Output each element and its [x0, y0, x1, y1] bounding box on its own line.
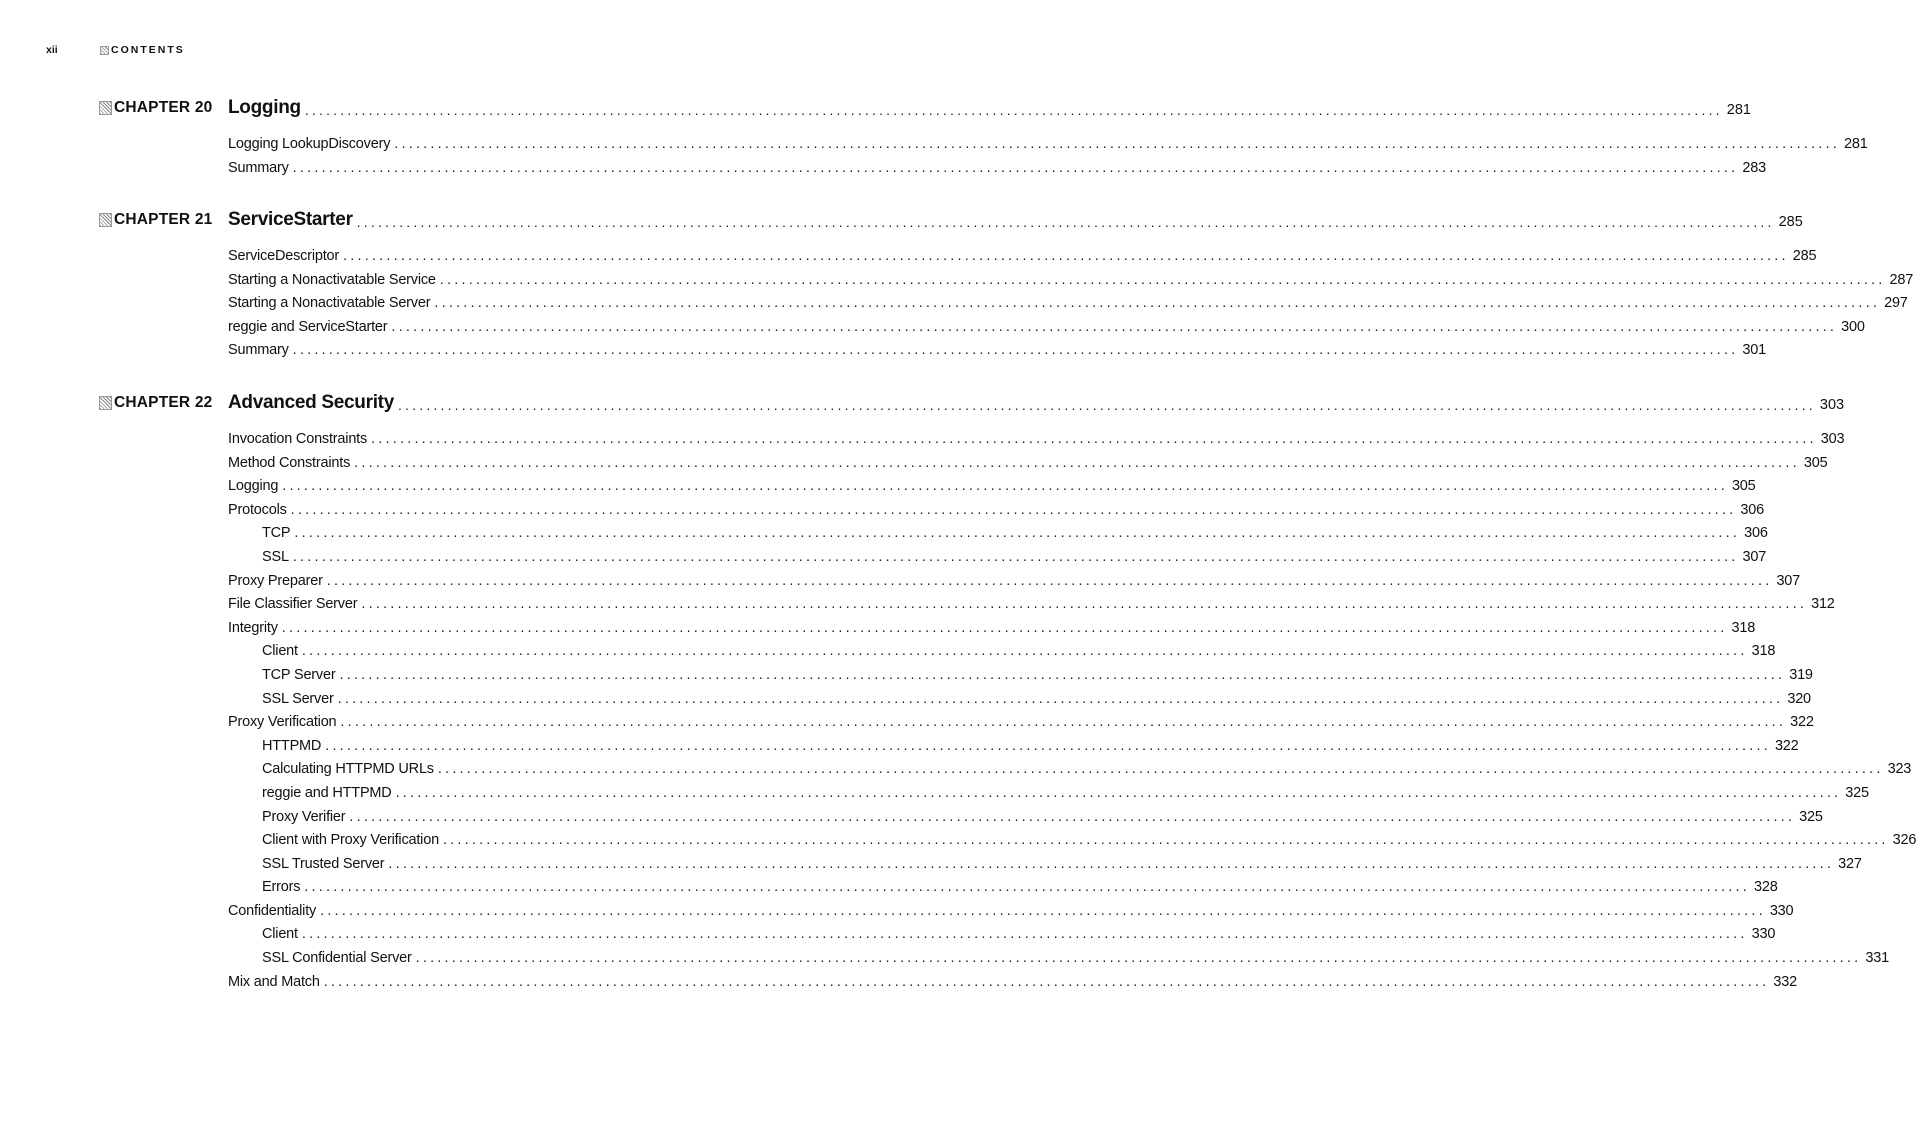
toc-entry[interactable] — [228, 476, 1756, 500]
toc-entry-page: 318 — [1731, 619, 1756, 636]
toc-entry[interactable] — [228, 158, 1766, 182]
toc-entry[interactable] — [228, 948, 1889, 972]
toc-entry[interactable] — [228, 547, 1767, 571]
dot-leader: ........................................................................................................................................................................................................ — [349, 808, 1796, 825]
toc-entry-title: SSL Trusted Server — [262, 855, 385, 872]
chapter-title: Advanced Security — [228, 392, 394, 413]
chapter-title: ServiceStarter — [228, 209, 353, 230]
toc-entry-page: 297 — [1884, 295, 1908, 312]
dot-leader: ........................................................................................................................................................................................................ — [301, 643, 1748, 660]
dot-leader: ........................................................................................................................................................................................................ — [337, 690, 1784, 707]
toc-entry-page: 328 — [1754, 879, 1778, 896]
toc-entry[interactable] — [228, 317, 1865, 341]
toc-entry-page: 326 — [1892, 832, 1916, 849]
toc-entry-title: Proxy Verification — [228, 714, 337, 731]
toc-entry[interactable] — [228, 641, 1776, 665]
toc-entry[interactable] — [228, 594, 1835, 618]
dot-leader: ........................................................................................................................................................................................................ — [343, 248, 1789, 264]
toc-entry-title: Errors — [262, 879, 301, 896]
chapter-label — [99, 97, 212, 119]
chapter-title-row[interactable] — [228, 209, 1803, 231]
toc-entry-page: 287 — [1889, 271, 1914, 288]
chapter-title-row[interactable] — [228, 97, 1751, 119]
toc-entry[interactable] — [228, 571, 1801, 595]
toc-entry-title: Invocation Constraints — [228, 431, 368, 447]
toc-entry-page: 301 — [1742, 342, 1766, 359]
dot-leader: ........................................................................................................................................................................................................ — [325, 737, 1771, 754]
dot-leader: ........................................................................................................................................................................................................ — [439, 271, 1886, 288]
toc-entry-title: Calculating HTTPMD URLs — [262, 761, 434, 778]
chapter-label-text: CHAPTER 21 — [114, 211, 213, 228]
dot-leader: ........................................................................................................................................................................................................ — [282, 478, 1728, 495]
dot-leader: ........................................................................................................................................................................................................ — [339, 666, 1786, 683]
toc-entry-title: SSL Confidential Server — [262, 950, 412, 967]
toc-entry-page: 318 — [1751, 643, 1776, 660]
dot-leader: ........................................................................................................................................................................................................ — [323, 973, 1770, 990]
toc-entry[interactable] — [228, 689, 1811, 713]
dot-leader: ........................................................................................................................................................................................................ — [292, 159, 1739, 176]
toc-entry[interactable] — [228, 830, 1916, 854]
toc-entry-title: Logging LookupDiscovery — [228, 136, 391, 152]
dot-leader: ........................................................................................................................................................................................................ — [354, 454, 1800, 471]
toc-entry[interactable] — [228, 246, 1817, 270]
dot-leader: ........................................................................................................................................................................................................ — [294, 525, 1741, 542]
toc-entry-title: Proxy Preparer — [228, 572, 323, 589]
toc-entry[interactable] — [228, 500, 1764, 524]
toc-entry-page: 330 — [1751, 926, 1776, 943]
toc-entry-page: 312 — [1811, 596, 1835, 613]
dot-leader: ........................................................................................................................................................................................................ — [388, 855, 1835, 872]
toc-entry-page: 325 — [1799, 808, 1823, 825]
toc-entry-page: 305 — [1803, 454, 1828, 471]
toc-entry-page: 307 — [1776, 572, 1801, 589]
toc-entry-title: Method Constraints — [228, 454, 351, 471]
dot-leader: ........................................................................................................................................................................................................ — [356, 214, 1775, 230]
chapter-label-text: CHAPTER 20 — [114, 99, 213, 116]
chapter-page: 285 — [1778, 214, 1803, 230]
dot-leader: ........................................................................................................................................................................................................ — [340, 714, 1787, 731]
chapter-label — [99, 209, 212, 231]
section-title: CONTENTS — [111, 44, 185, 56]
toc-entry[interactable] — [228, 901, 1794, 925]
section-label — [100, 44, 185, 56]
dot-leader: ........................................................................................................................................................................................................ — [290, 501, 1737, 518]
dot-leader: ........................................................................................................................................................................................................ — [292, 342, 1739, 359]
toc-entry-page: 306 — [1740, 501, 1764, 518]
toc-entry-title: TCP Server — [262, 666, 336, 683]
toc-entry-title: reggie and ServiceStarter — [228, 318, 388, 335]
toc-entry-page: 325 — [1845, 784, 1869, 801]
toc-entry-page: 332 — [1773, 973, 1797, 990]
dot-leader: ........................................................................................................................................................................................................ — [361, 596, 1808, 613]
toc-entry-title: Summary — [228, 342, 289, 359]
toc-entry-title: Starting a Nonactivatable Service — [228, 271, 436, 288]
toc-entry-title: Confidentiality — [228, 902, 317, 919]
toc-entry-title: Client — [262, 926, 298, 943]
toc-entry[interactable] — [228, 453, 1828, 477]
toc-entry-title: Logging — [228, 478, 279, 495]
dot-leader: ........................................................................................................................................................................................................ — [397, 397, 1816, 413]
toc-entry-title: Client with Proxy Verification — [262, 832, 439, 849]
dot-leader: ........................................................................................................................................................................................................ — [442, 832, 1889, 849]
dot-leader: ........................................................................................................................................................................................................ — [281, 619, 1728, 636]
dot-leader: ........................................................................................................................................................................................................ — [301, 926, 1748, 943]
toc-entry-page: 331 — [1865, 950, 1889, 967]
dot-leader: ........................................................................................................................................................................................................ — [395, 784, 1842, 801]
toc-entry-page: 306 — [1744, 525, 1768, 542]
dot-leader: ........................................................................................................................................................................................................ — [394, 136, 1840, 152]
toc-entry-page: 305 — [1731, 478, 1756, 495]
toc-entry[interactable] — [228, 712, 1814, 736]
toc-entry-page: 322 — [1774, 737, 1799, 754]
running-header — [46, 43, 185, 57]
dot-leader: ........................................................................................................................................................................................................ — [391, 318, 1838, 335]
toc-entry-page: 327 — [1838, 855, 1862, 872]
toc-entry-page: 322 — [1790, 714, 1814, 731]
toc-entry[interactable] — [228, 665, 1813, 689]
toc-entry-title: File Classifier Server — [228, 596, 358, 613]
chapter-label-text: CHAPTER 22 — [114, 394, 213, 411]
toc-entry[interactable] — [228, 523, 1768, 547]
toc-entry[interactable] — [228, 783, 1869, 807]
toc-entry-page: 323 — [1887, 761, 1912, 778]
dot-leader: ........................................................................................................................................................................................................ — [304, 879, 1750, 896]
dot-leader: ........................................................................................................................................................................................................ — [326, 572, 1773, 589]
toc-entry[interactable] — [228, 972, 1797, 996]
chapter-entries — [228, 246, 1914, 364]
page-number: xii — [46, 44, 58, 56]
chapter-marker-icon — [99, 396, 112, 410]
dot-leader: ........................................................................................................................................................................................................ — [371, 431, 1817, 447]
toc-entry-title: Proxy Verifier — [262, 808, 346, 825]
toc-entry[interactable] — [228, 854, 1862, 878]
toc-entry-title: ServiceDescriptor — [228, 248, 340, 264]
toc-entry-title: TCP — [262, 525, 291, 542]
chapter-page: 281 — [1726, 102, 1751, 118]
dot-leader: ........................................................................................................................................................................................................ — [434, 295, 1881, 312]
toc-entry-title: Summary — [228, 159, 289, 176]
chapter-entries — [228, 429, 1916, 995]
toc-entry-title: SSL — [262, 548, 289, 565]
chapter-title: Logging — [228, 97, 301, 118]
toc-entry[interactable] — [228, 759, 1912, 783]
toc-entry[interactable] — [228, 924, 1776, 948]
toc-entry[interactable] — [228, 134, 1868, 158]
toc-entry-page: 307 — [1742, 548, 1767, 565]
dot-leader: ........................................................................................................................................................................................................ — [320, 902, 1766, 919]
toc-entry-page: 300 — [1841, 318, 1865, 335]
dot-leader: ........................................................................................................................................................................................................ — [292, 548, 1739, 565]
toc-entry-title: Protocols — [228, 501, 287, 518]
chapter-title-row[interactable] — [228, 392, 1845, 414]
toc-entry-page: 283 — [1742, 159, 1766, 176]
chapter-marker-icon — [99, 213, 112, 227]
toc-entry[interactable] — [228, 618, 1756, 642]
section-marker-icon — [100, 46, 109, 55]
toc-entry-page: 281 — [1843, 136, 1868, 152]
toc-entry-title: Mix and Match — [228, 973, 320, 990]
toc-entry[interactable] — [228, 270, 1914, 294]
toc-entry-title: Starting a Nonactivatable Server — [228, 295, 431, 312]
chapter-label — [99, 392, 212, 414]
toc-entry[interactable] — [228, 807, 1823, 831]
toc-entry[interactable] — [228, 429, 1845, 453]
dot-leader: ........................................................................................................................................................................................................ — [415, 950, 1862, 967]
toc-entry-page: 330 — [1769, 902, 1794, 919]
toc-entry-page: 285 — [1792, 248, 1817, 264]
toc-entry-title: Client — [262, 643, 298, 660]
toc-entry-title: SSL Server — [262, 690, 334, 707]
toc-entry-page: 319 — [1789, 666, 1813, 683]
toc-entry[interactable] — [228, 340, 1766, 364]
dot-leader: ........................................................................................................................................................................................................ — [437, 761, 1884, 778]
toc-entry-title: Integrity — [228, 619, 278, 636]
chapter-page: 303 — [1819, 397, 1845, 413]
toc-entry-title: HTTPMD — [262, 737, 322, 754]
toc-entry-title: reggie and HTTPMD — [262, 784, 392, 801]
toc-entry[interactable] — [228, 877, 1778, 901]
toc-entry-page: 303 — [1820, 431, 1845, 447]
toc-entry[interactable] — [228, 293, 1908, 317]
toc-entry[interactable] — [228, 736, 1799, 760]
chapter-marker-icon — [99, 101, 112, 115]
toc-entry-page: 320 — [1787, 690, 1811, 707]
chapter-entries — [228, 134, 1868, 181]
dot-leader: ........................................................................................................................................................................................................ — [304, 102, 1723, 118]
